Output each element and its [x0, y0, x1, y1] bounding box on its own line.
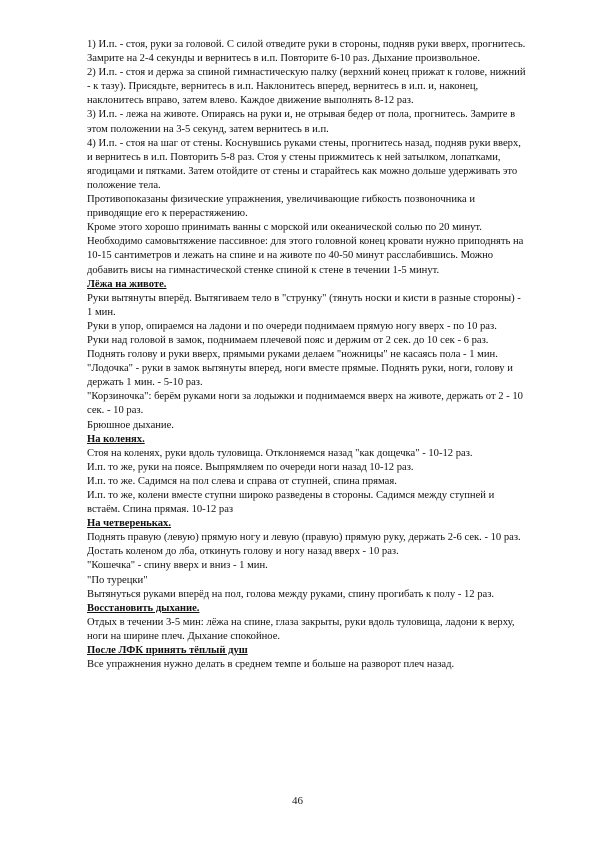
- paragraph: Поднять голову и руки вверх, прямыми руками делаем "ножницы" не касаясь пола - 1 мин.: [87, 349, 498, 361]
- paragraph: Руки вытянуты вперёд. Вытягиваем тело в "струнку" (тянуть носки и кисти в разные стороны) - 1 мин.: [87, 292, 521, 318]
- paragraph: "Лодочка" - руки в замок вытянуты вперед, ноги вместе прямые. Поднять руки, ноги, голову и держать 1 мин. - 5-10 раз.: [87, 363, 513, 389]
- paragraph: Руки над головой в замок, поднимаем плечевой пояс и держим от 2 сек. до 10 сек - 6 раз.: [87, 334, 489, 346]
- paragraph: 2) И.п. - стоя и держа за спиной гимнастическую палку (верхний конец прижат к голове, нижний - к тазу). Присядьте, вернитесь в и.п. Наклонитесь вперед, вернитесь в и.п. и, наконец, наклонитесь вправо, затем влево. Каждое движение выполнять 8-12 раз.: [87, 67, 526, 107]
- paragraph: Противопоказаны физические упражнения, увеличивающие гибкость позвоночника и приводящие его к перерастяжению.: [87, 194, 475, 220]
- paragraph: "По турецки": [87, 574, 148, 586]
- paragraph: 1) И.п. - стоя, руки за головой. С силой отведите руки в стороны, подняв руки вверх, прогнитесь. Замрите на 2-4 секунды и вернитесь в и.п. Повторите 6-10 раз. Дыхание произвольное.: [87, 39, 526, 65]
- paragraph: Поднять правую (левую) прямую ногу и левую (правую) прямую руку, держать 2-6 сек. - 10 раз.: [87, 532, 521, 544]
- paragraph: 4) И.п. - стоя на шаг от стены. Коснувшись руками стены, прогнитесь назад, подняв руки вверх, и вернитесь в и.п. Повторить 5-8 раз. Стоя у стены прижмитесь к ней затылком, лопатками, ягодицами и пятками. Затем отойдите от стены и старайтесь как можно дольше удерживать это положение тела.: [87, 137, 521, 191]
- paragraph: "Корзиночка": берём руками ноги за лодыжки и поднимаемся вверх на животе, держать от 2 - 10 сек. - 10 раз.: [87, 391, 523, 417]
- section-heading: Восстановить дыхание.: [87, 602, 200, 614]
- paragraph: Достать коленом до лба, откинуть голову и ногу назад вверх - 10 раз.: [87, 546, 399, 558]
- paragraph: Вытянуться руками вперёд на пол, голова между руками, спину прогибать к полу - 12 раз.: [87, 588, 495, 600]
- section-heading: После ЛФК принять тёплый душ: [87, 645, 248, 657]
- page-number: 46: [292, 795, 303, 807]
- section-heading: На четвереньках.: [87, 518, 171, 530]
- paragraph: 3) И.п. - лежа на животе. Опираясь на руки и, не отрывая бедер от пола, прогнитесь. Замрите в этом положении на 3-5 секунд, затем вернитесь в и.п.: [87, 109, 516, 135]
- paragraph: Стоя на коленях, руки вдоль туловища. Отклоняемся назад "как дощечка" - 10-12 раз.: [87, 447, 473, 459]
- document-body: [87, 38, 527, 672]
- paragraph: И.п. то же, руки на поясе. Выпрямляем по очереди ноги назад 10-12 раз.: [87, 461, 414, 473]
- section-heading: На коленях.: [87, 433, 145, 445]
- paragraph: "Кошечка" - спину вверх и вниз - 1 мин.: [87, 560, 268, 572]
- paragraph: И.п. то же. Садимся на пол слева и справа от ступней, спина прямая.: [87, 475, 397, 487]
- paragraph: Руки в упор, опираемся на ладони и по очереди поднимаем прямую ногу вверх - по 10 раз.: [87, 320, 497, 332]
- paragraph: Отдых в течении 3-5 мин: лёжа на спине, глаза закрыты, руки вдоль туловища, ладони к верху, ноги на ширине плеч. Дыхание спокойное.: [87, 616, 515, 642]
- paragraph: Все упражнения нужно делать в среднем темпе и больше на разворот плеч назад.: [87, 659, 455, 671]
- paragraph: Необходимо самовытяжение пассивное: для этого головной конец кровати нужно приподнять на 10-15 сантиметров и лежать на спине и на животе по 40-50 минут расслабившись. Можно добавить висы на гимнастической стенке спиной к стене в течении 1-5 минут.: [87, 236, 524, 276]
- section-heading: Лёжа на животе.: [87, 278, 167, 290]
- paragraph: Кроме этого хорошо принимать ванны с морской или океанической солью по 20 минут.: [87, 222, 482, 234]
- paragraph: Брюшное дыхание.: [87, 419, 174, 431]
- paragraph: И.п. то же, колени вместе ступни широко разведены в стороны. Садимся между ступней и встаём. Спина прямая. 10-12 раз: [87, 490, 495, 516]
